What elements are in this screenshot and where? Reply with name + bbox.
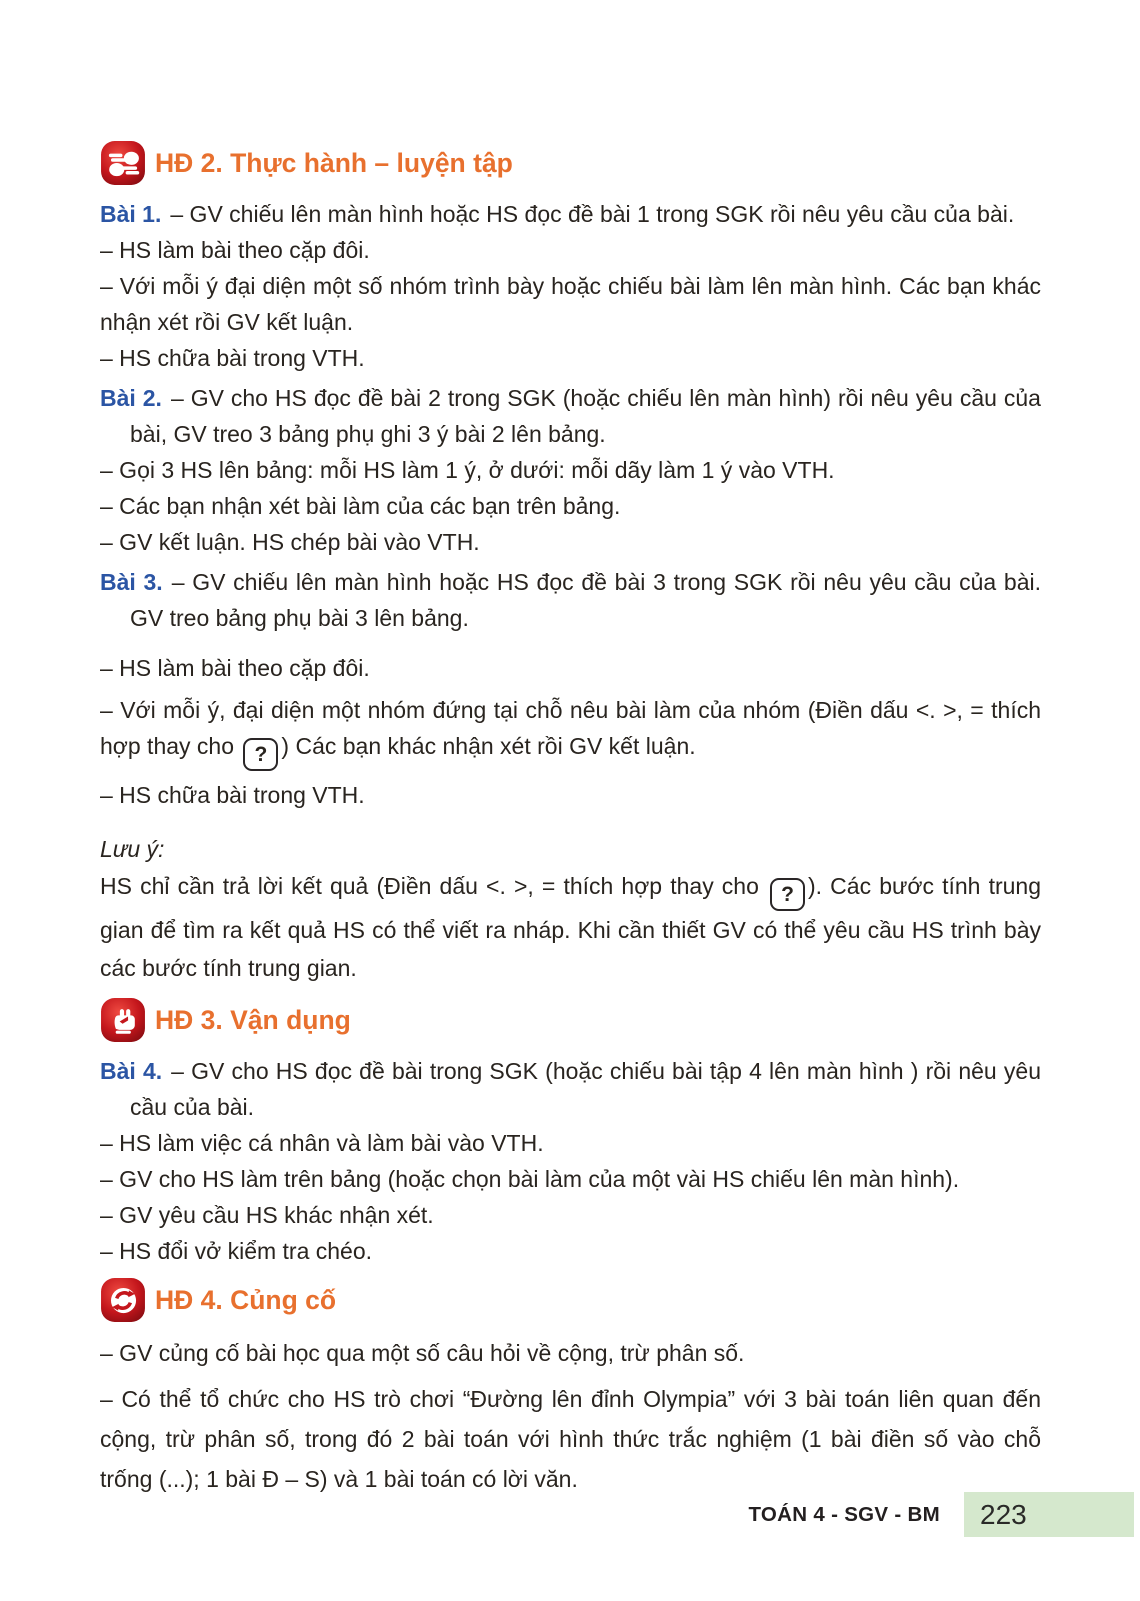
bai4-bullet-4: – HS đổi vở kiểm tra chéo. xyxy=(100,1238,373,1264)
bai3-bullet-2-text-after: ) Các bạn khác nhận xét rồi GV kết luận. xyxy=(281,733,696,759)
bai2-intro: – GV cho HS đọc đề bài 2 trong SGK (hoặc chiếu lên màn hình) rồi nêu yêu cầu của bài, GV treo 3 bảng phụ ghi 3 ý bài 2 lên bảng. xyxy=(130,385,1041,447)
question-placeholder-box: ? xyxy=(770,878,805,911)
hd2-header xyxy=(100,140,1041,186)
page-number-box xyxy=(964,1492,1134,1537)
note-paragraph xyxy=(100,867,1041,987)
refresh-icon xyxy=(100,1277,146,1323)
page-footer xyxy=(0,1492,1134,1537)
bai3-label: Bài 3. xyxy=(100,569,163,595)
bai1-bullet-1: – HS làm bài theo cặp đôi. xyxy=(100,237,370,263)
bai2-bullet-2: – Các bạn nhận xét bài làm của các bạn trên bảng. xyxy=(100,493,621,519)
hands-icon xyxy=(100,140,146,186)
bai1-intro: – GV chiếu lên màn hình hoặc HS đọc đề bài 1 trong SGK rồi nêu yêu cầu của bài. xyxy=(170,201,1015,227)
bai4-intro: – GV cho HS đọc đề bài trong SGK (hoặc chiếu bài tập 4 lên màn hình ) rồi nêu yêu cầu của bài. xyxy=(130,1058,1041,1120)
bai3-bullet-2 xyxy=(100,692,1041,771)
hd4-header xyxy=(100,1277,1041,1323)
note-text: HS chỉ cần trả lời kết quả (Điền dấu <. >, = thích hợp thay cho xyxy=(100,873,768,899)
bai4-bullet-3: – GV yêu cầu HS khác nhận xét. xyxy=(100,1202,434,1228)
bai4-paragraph xyxy=(100,1053,1041,1125)
hd4-bullet-1: – GV củng cố bài học qua một số câu hỏi về cộng, trừ phân số. xyxy=(100,1340,745,1366)
bai3-bullet-2-text: – Với mỗi ý, đại diện một nhóm đứng tại chỗ nêu bài làm của nhóm (Điền dấu <. >, = thích hợp thay cho xyxy=(100,697,1041,759)
hd4-bullet-2: – Có thể tổ chức cho HS trò chơi “Đường lên đỉnh Olympia” với 3 bài toán liên quan đến cộng, trừ phân số, trong đó 2 bài toán với hình thức trắc nghiệm (1 bài điền số vào chỗ trống (...); 1 bài Đ – S) và 1 bài toán có lời văn. xyxy=(100,1386,1041,1492)
page-content xyxy=(100,140,1041,1499)
bai4-label: Bài 4. xyxy=(100,1058,163,1084)
bai2-paragraph xyxy=(100,380,1041,452)
footer-book-label: TOÁN 4 - SGV - BM xyxy=(748,1502,940,1526)
bai4-bullet-2: – GV cho HS làm trên bảng (hoặc chọn bài làm của một vài HS chiếu lên màn hình). xyxy=(100,1166,960,1192)
bai2-bullet-1: – Gọi 3 HS lên bảng: mỗi HS làm 1 ý, ở dưới: mỗi dãy làm 1 ý vào VTH. xyxy=(100,457,835,483)
bai1-paragraph xyxy=(100,196,1041,232)
hd3-title: HĐ 3. Vận dụng xyxy=(155,1005,351,1035)
bai2-label: Bài 2. xyxy=(100,385,162,411)
page-number: 223 xyxy=(980,1498,1027,1530)
bai3-bullet-1: – HS làm bài theo cặp đôi. xyxy=(100,655,370,681)
bai3-bullet-3: – HS chữa bài trong VTH. xyxy=(100,782,365,808)
note-text-after: ). Các bước tính trung gian để tìm ra kết quả HS có thể viết ra nháp. Khi cần thiết GV có thể yêu cầu HS trình bày các bước tính trung gian. xyxy=(100,873,1041,981)
question-placeholder-box: ? xyxy=(243,738,278,771)
hd2-title: HĐ 2. Thực hành – luyện tập xyxy=(155,148,513,178)
note-label: Lưu ý: xyxy=(100,836,165,862)
bai2-bullet-3: – GV kết luận. HS chép bài vào VTH. xyxy=(100,529,480,555)
hd4-title: HĐ 4. Củng cố xyxy=(155,1285,337,1315)
bai3-paragraph xyxy=(100,564,1041,636)
bai1-bullet-2: – Với mỗi ý đại diện một số nhóm trình bày hoặc chiếu bài làm lên màn hình. Các bạn khác nhận xét rồi GV kết luận. xyxy=(100,273,1041,335)
fist-icon xyxy=(100,997,146,1043)
bai3-intro: – GV chiếu lên màn hình hoặc HS đọc đề bài 3 trong SGK rồi nêu yêu cầu của bài. GV treo bảng phụ bài 3 lên bảng. xyxy=(130,569,1041,631)
hd3-header xyxy=(100,997,1041,1043)
bai4-bullet-1: – HS làm việc cá nhân và làm bài vào VTH. xyxy=(100,1130,544,1156)
bai1-label: Bài 1. xyxy=(100,201,162,227)
bai1-bullet-3: – HS chữa bài trong VTH. xyxy=(100,345,365,371)
